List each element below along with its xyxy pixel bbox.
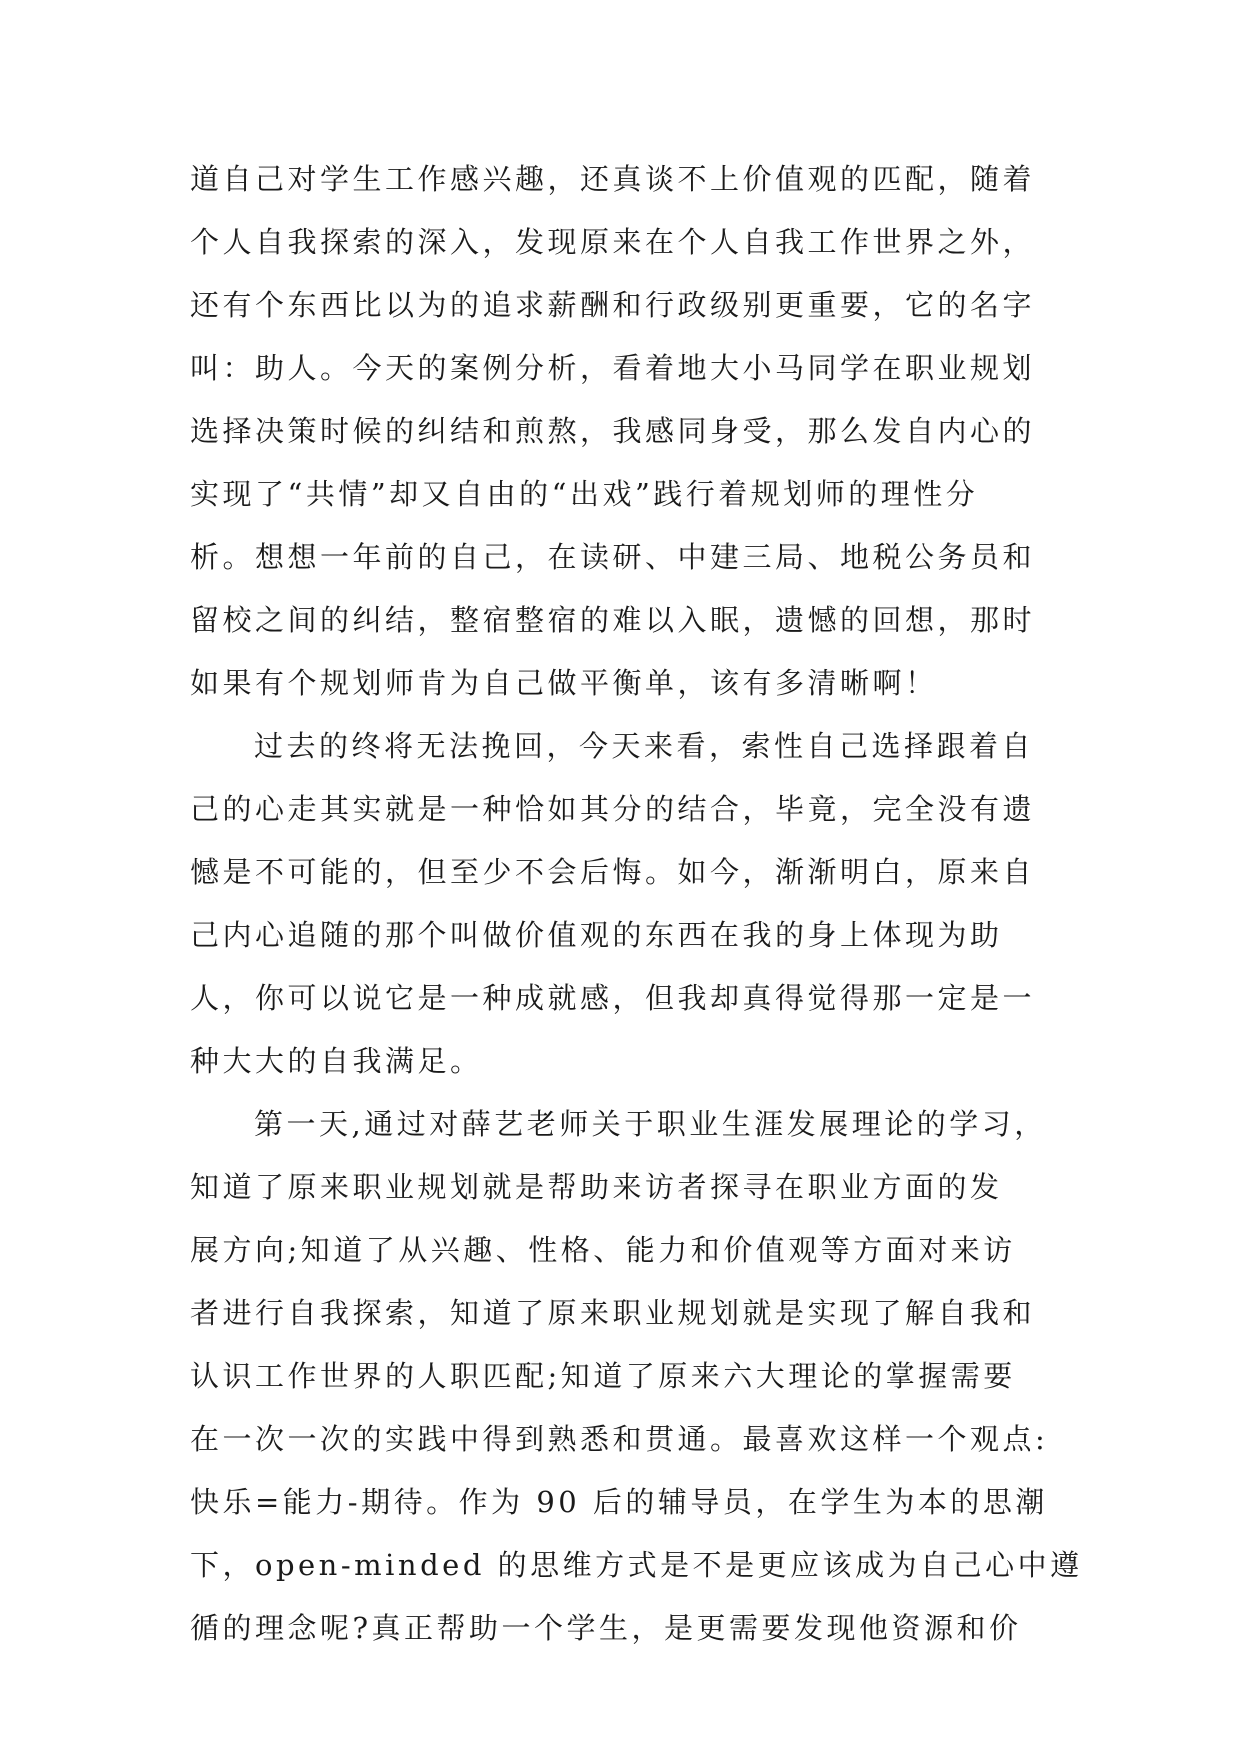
paragraph-first-line: 第一天,通过对薛艺老师关于职业生涯发展理论的学习， [254,1107,1047,1141]
text-line: 还有个东西比以为的追求薪酬和行政级别更重要，它的名字 [190,288,1036,322]
text-line: 种大大的自我满足。 [190,1044,483,1078]
text-line: 者进行自我探索，知道了原来职业规划就是实现了解自我和 [190,1296,1036,1330]
text-line: 下，open-minded 的思维方式是不是更应该成为自己心中遵 [190,1548,1083,1582]
text-line: 快乐=能力-期待。作为 90 后的辅导员，在学生为本的思潮 [190,1485,1048,1519]
text-line: 人，你可以说它是一种成就感，但我却真得觉得那一定是一 [190,981,1036,1015]
text-line: 知道了原来职业规划就是帮助来访者探寻在职业方面的发 [190,1170,1003,1204]
text-line: 认识工作世界的人职匹配;知道了原来六大理论的掌握需要 [190,1359,1016,1393]
text-line: 选择决策时候的纠结和煎熬，我感同身受，那么发自内心的 [190,414,1036,448]
text-line: 个人自我探索的深入，发现原来在个人自我工作世界之外， [190,225,1036,259]
text-line: 留校之间的纠结，整宿整宿的难以入眠，遗憾的回想，那时 [190,603,1036,637]
text-line: 憾是不可能的，但至少不会后悔。如今，渐渐明白，原来自 [190,855,1036,889]
text-line: 如果有个规划师肯为自己做平衡单，该有多清晰啊！ [190,666,938,700]
text-line: 己的心走其实就是一种恰如其分的结合，毕竟，完全没有遗 [190,792,1036,826]
text-line: 道自己对学生工作感兴趣，还真谈不上价值观的匹配，随着 [190,162,1036,196]
text-line: 循的理念呢?真正帮助一个学生，是更需要发现他资源和价 [190,1611,1022,1645]
text-line: 己内心追随的那个叫做价值观的东西在我的身上体现为助 [190,918,1003,952]
text-line: 在一次一次的实践中得到熟悉和贯通。最喜欢这样一个观点: [190,1422,1049,1456]
text-line: 叫：助人。今天的案例分析，看着地大小马同学在职业规划 [190,351,1036,385]
paragraph-first-line: 过去的终将无法挽回，今天来看，索性自己选择跟着自 [254,729,1035,763]
body-text [190,148,1083,1660]
text-line: 展方向;知道了从兴趣、性格、能力和价值观等方面对来访 [190,1233,1016,1267]
text-line: 实现了“共情”却又自由的“出戏”践行着规划师的理性分 [190,477,979,511]
text-line: 析。想想一年前的自己，在读研、中建三局、地税公务员和 [190,540,1036,574]
